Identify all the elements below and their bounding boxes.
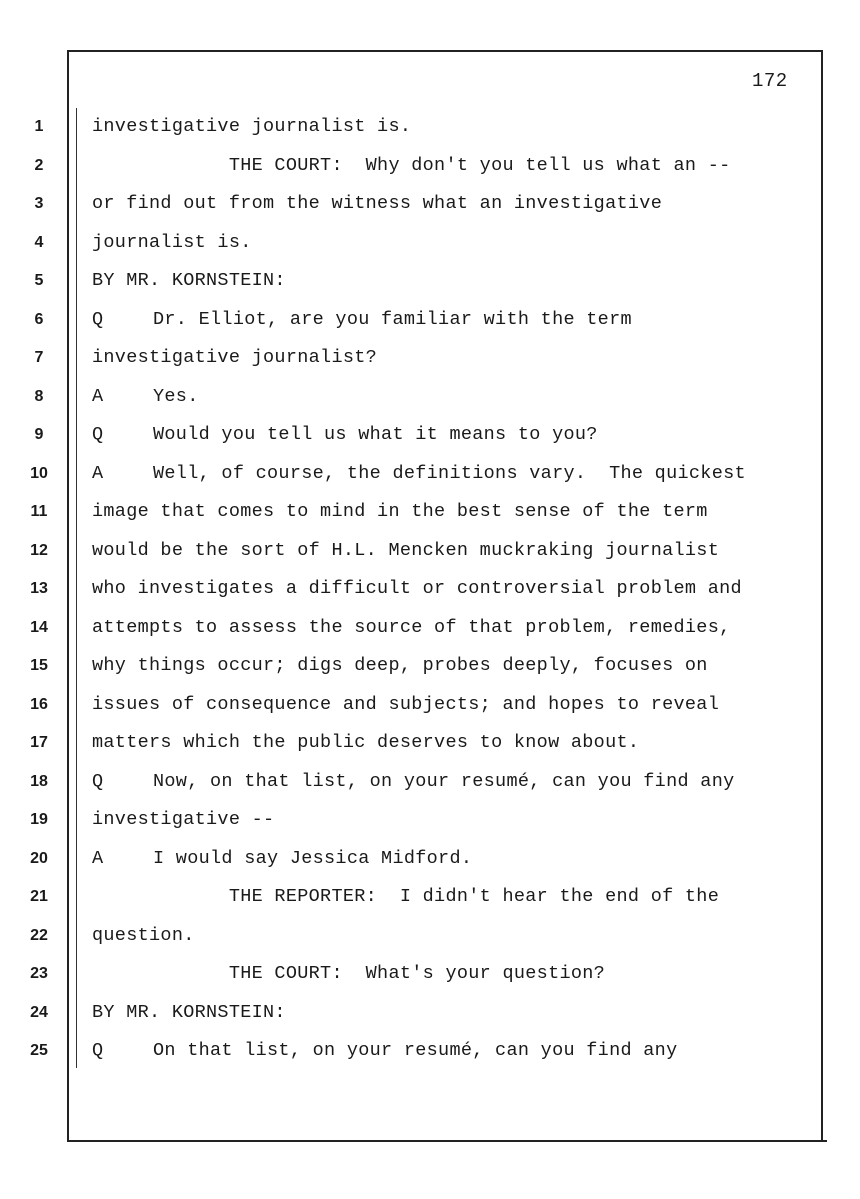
transcript-line [92, 497, 812, 536]
line-text: who investigates a difficult or controversial problem and [92, 578, 742, 599]
transcript-body [92, 112, 812, 1075]
transcript-line [92, 844, 812, 883]
transcript-line [92, 613, 812, 652]
line-text: investigative -- [92, 809, 275, 830]
line-number: 20 [30, 849, 48, 867]
transcript-line [92, 767, 812, 806]
transcript-line [92, 882, 812, 921]
transcript-line [92, 728, 812, 767]
transcript-line [92, 690, 812, 729]
line-number: 22 [30, 926, 48, 944]
transcript-line [92, 536, 812, 575]
line-text: Well, of course, the definitions vary. The quickest [153, 462, 746, 484]
line-number: 12 [30, 541, 48, 559]
qa-marker: Q [92, 1040, 104, 1061]
line-number: 4 [34, 233, 44, 251]
line-number: 8 [34, 387, 44, 405]
line-text: investigative journalist? [92, 347, 378, 368]
page-number: 172 [752, 70, 788, 92]
line-text: BY MR. KORNSTEIN: [92, 270, 286, 291]
line-text: Would you tell us what it means to you? [153, 424, 598, 445]
transcript-line [92, 459, 812, 498]
line-text: question. [92, 924, 195, 946]
qa-marker: Q [92, 770, 104, 792]
transcript-line [92, 266, 812, 305]
line-number: 13 [30, 580, 48, 597]
line-number: 23 [30, 965, 48, 982]
transcript-line [92, 305, 812, 344]
line-number: 18 [30, 772, 48, 790]
line-number-column [14, 112, 64, 1075]
transcript-line [92, 998, 812, 1037]
line-number: 9 [34, 426, 44, 443]
transcript-line [92, 921, 812, 960]
line-text: I would say Jessica Midford. [153, 847, 473, 869]
line-text: BY MR. KORNSTEIN: [92, 1001, 286, 1023]
line-number: 5 [34, 272, 44, 289]
transcript-line [92, 1036, 812, 1075]
line-text: Now, on that list, on your resumé, can you find any [153, 770, 735, 792]
transcript-line [92, 151, 812, 190]
line-text: investigative journalist is. [92, 116, 412, 137]
line-number: 17 [30, 734, 48, 751]
line-text: THE COURT: Why don't you tell us what an -- [92, 154, 731, 176]
line-number: 10 [30, 464, 48, 482]
qa-marker: Q [92, 424, 104, 445]
line-text: journalist is. [92, 231, 252, 253]
left-margin-rule [76, 108, 77, 1068]
line-number: 15 [30, 657, 48, 674]
transcript-line [92, 382, 812, 421]
line-number: 6 [34, 310, 44, 328]
qa-marker: A [92, 847, 104, 869]
line-number: 21 [30, 888, 48, 905]
line-text: would be the sort of H.L. Mencken muckraking journalist [92, 539, 720, 561]
transcript-line [92, 343, 812, 382]
transcript-line [92, 228, 812, 267]
line-number: 7 [34, 349, 44, 366]
line-number: 24 [30, 1003, 48, 1021]
qa-marker: Q [92, 308, 104, 330]
qa-marker: A [92, 462, 104, 484]
line-text: THE REPORTER: I didn't hear the end of the [92, 886, 720, 907]
transcript-line [92, 959, 812, 998]
transcript-line [92, 651, 812, 690]
bottom-rule [67, 1140, 827, 1142]
line-text: THE COURT: What's your question? [92, 963, 606, 984]
transcript-line [92, 189, 812, 228]
line-number: 11 [30, 503, 48, 520]
line-number: 1 [34, 118, 44, 135]
line-number: 3 [34, 195, 44, 212]
transcript-line [92, 805, 812, 844]
line-number: 19 [30, 811, 48, 828]
line-text: why things occur; digs deep, probes deeply, focuses on [92, 655, 708, 676]
line-number: 14 [30, 618, 48, 636]
qa-marker: A [92, 385, 104, 407]
line-number: 16 [30, 695, 48, 713]
line-text: image that comes to mind in the best sense of the term [92, 501, 708, 522]
line-text: attempts to assess the source of that problem, remedies, [92, 616, 731, 638]
line-text: issues of consequence and subjects; and hopes to reveal [92, 693, 720, 715]
line-number: 25 [30, 1042, 48, 1059]
line-text: or find out from the witness what an investigative [92, 193, 663, 214]
transcript-line [92, 420, 812, 459]
line-text: Yes. [153, 385, 199, 407]
line-number: 2 [34, 156, 44, 174]
transcript-line [92, 112, 812, 151]
line-text: matters which the public deserves to know about. [92, 732, 640, 753]
line-text: Dr. Elliot, are you familiar with the term [153, 308, 632, 330]
line-text: On that list, on your resumé, can you find any [153, 1040, 678, 1061]
transcript-line [92, 574, 812, 613]
